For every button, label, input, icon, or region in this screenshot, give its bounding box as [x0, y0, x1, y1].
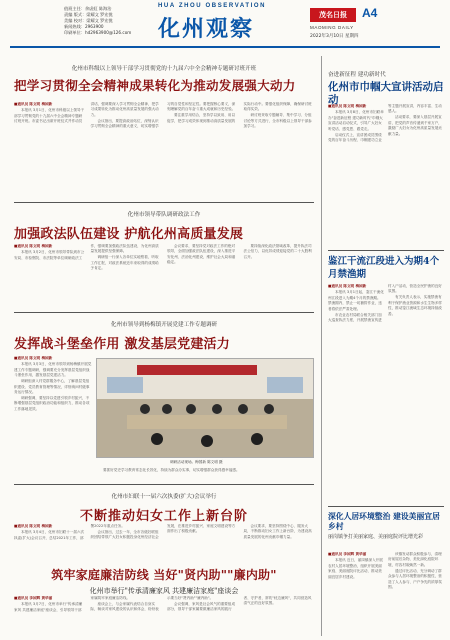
- masthead-rule: [10, 46, 440, 48]
- side-3-source: ■通讯员 李国辉 黄华丽: [328, 552, 367, 556]
- article-4-kicker: 化州市妇联十一届六次执委(扩大)会议举行: [111, 494, 217, 500]
- side-1-paragraph: 本报讯 3月8日，化州市妇联举办"奋进新征程 建功新时代"巾帼大宣讲活动启动仪式，引导广大妇女听党话、感党恩、跟党走。: [328, 110, 384, 131]
- article-2-body: [14, 244, 314, 298]
- side-2-paragraph: 本报讯 3月1日起，鉴江干流化州江段进入为期4个月的禁渔期。禁渔期内，禁止一切捕捞作业，违者将依法严肃处理。: [328, 290, 384, 311]
- side-1-headline-block: [328, 70, 444, 107]
- article-1-paragraph: 会议指出，要提高政治站位，深刻认识学习贯彻全会精神的重大意义，切实增强学习的自觉性和坚定性。要把握核心要义，深刻理解党的百年奋斗重大成就和历史经验。: [90, 102, 236, 129]
- article-5-headline-block: [14, 566, 314, 596]
- masthead: [0, 0, 450, 50]
- article-3-paragraph: 本报讯 3月3日，化州市领导到杨梅镇开展党建工作专题调研，强调要充分发挥基层党组织战斗堡垒作用，激发基层党建活力。: [14, 362, 92, 378]
- side-3-subhead: 丽岗镇争打美丽家庭、美丽庭院评比增光彩: [328, 534, 424, 540]
- article-1-paragraph: 本报讯 3月1日，化州市科级以上领导干部学习贯彻党的十九届六中全会精神专题研讨班开班。市委书记出席开班仪式并作动员讲话，强调要深入学习贯彻全会精神，把学习成果转化为推动化州高质量发展的强大动力。: [14, 102, 159, 124]
- article-2-paragraph: 要持续深化政法领域改革，提升执法司法公信力，以优异成绩迎接党的二十大胜利召开。: [243, 244, 312, 259]
- article-2-headline-block: [14, 210, 314, 242]
- side-2-paragraph: 有关负责人表示，实施禁渔有利于保护渔业资源和水生生物多样性，推动鉴江流域生态环境持续改善。: [388, 295, 442, 316]
- article-5-paragraph: 本报讯 3月7日，化州市举行"传承清廉家风 共建廉洁家庭"座谈会，引导领导干部家属筑牢家庭廉洁防线。: [14, 596, 131, 612]
- side-1-paragraph: 活动要求，要深入基层开展宣讲，把党的声音传递到千家万户，激励广大妇女为化州高质量发展贡献力量。: [388, 115, 442, 136]
- editor-credits: [64, 6, 131, 36]
- article-5-paragraph: 会议强调，家风是社会风气的重要组成部分，领导干部家属要做廉洁家风的践行者、守护者，常吹"枕边廉风"，共同营造风清气正的良好氛围。: [167, 596, 312, 612]
- divider: [14, 202, 314, 203]
- divider: [14, 484, 314, 485]
- side-1-source: ■通讯员 陈文明 梅国新: [328, 104, 367, 108]
- meeting-room-photo: [97, 359, 314, 458]
- article-3-body-left: [14, 356, 92, 476]
- side-1-paragraph: 启动仪式上，宣讲团成员围绕党的百年奋斗历程、巾帼建功立业等主题开展宣讲，内容丰富、生动感人。: [328, 104, 442, 142]
- article-2-kicker: 化州市领导带队调研政法工作: [127, 212, 201, 218]
- side-1-headline: 化州市巾帼大宣讲活动启动: [328, 81, 444, 106]
- article-1-paragraph: 研讨班采取专题辅导、集中学习、分组讨论等方式进行，全市科级以上领导干部参加学习。: [243, 113, 312, 129]
- article-3-headline-block: [14, 320, 314, 352]
- column-divider: [321, 56, 322, 636]
- side-3-body: [328, 552, 444, 636]
- divider: [14, 312, 314, 313]
- section-title: 化州观察: [158, 16, 255, 42]
- article-3-paragraph: 调研强调，要坚持以党建引领乡村振兴，不断增强基层党组织政治功能和组织力，推动各项工作落地见效。: [14, 395, 90, 411]
- article-3-headline: 发挥战斗堡垒作用 激发基层党建活力: [14, 337, 230, 352]
- english-section-title: HUA ZHOU OBSERVATION: [158, 3, 267, 9]
- article-4-paragraph: 会议要求，要坚持围绕中心、服务大局，不断推动妇女工作上新台阶，为建设高质量发展的化州贡献巾帼力量。: [243, 524, 312, 539]
- article-3-source: ■通讯员 陈文明 梅国新: [14, 356, 53, 360]
- article-2-paragraph: 本报讯 3月2日，化州市领导带队到市公安局、市检察院、市法院等单位调研政法工作，强调要加强政法队伍建设，为化州高质量发展提供坚强保障。: [14, 244, 159, 260]
- side-2-paragraph: 市农业农村局联合相关部门加大巡查执法力度，开展禁渔宣传进村入户活动，营造全民护渔的良好氛围。: [328, 284, 442, 322]
- article-1-kicker: 化州市科级以上领导干部学习贯彻党的十九届六中全会精神专题研讨班开班: [71, 66, 257, 72]
- article-3-kicker: 化州市领导到杨梅镇开展党建工作专题调研: [110, 322, 218, 328]
- article-5-headline: 筑牢家庭廉洁防线 当好"贤内助""廉内助": [51, 568, 277, 582]
- side-1-kicker: 奋进新征程 建功新时代: [328, 72, 386, 78]
- editor-line: 美编 校对：梁耀文 罗宏挑: [64, 18, 113, 23]
- article-2-source: ■通讯员 陈文明 梅国新: [14, 244, 53, 248]
- article-2-headline: 加强政法队伍建设 护航化州高质量发展: [14, 227, 244, 242]
- article-3-body-bottom: [96, 468, 314, 480]
- side-3-paragraph: 本报讯 近日，丽岗镇深入开展农村人居环境整治，组织开展美丽家庭、美丽庭院评比活动，推动美丽宜居乡村建设。: [328, 558, 383, 579]
- side-3-paragraph: 通过评比活动，充分调动了群众参与人居环境整治的积极性，营造了人人参与、户户争先的浓厚氛围。: [388, 568, 442, 589]
- article-2-paragraph: 会议要求，要坚持党对政法工作的绝对领导，全面加强政法队伍建设，深入推进平安化州、法治化州建设，维护社会大局和谐稳定。: [167, 244, 236, 265]
- side-1-body: [328, 104, 444, 244]
- side-3-paragraph: 该镇发动群众积极参与，清理房前屋后杂物，美化绿化庭院环境，村容村貌焕然一新。: [388, 552, 442, 567]
- newspaper-english-name: MAOMING DAILY: [310, 25, 354, 30]
- article-4-paragraph: 本报讯 3月4日，化州市妇联十一届六次执委(扩大)会议召开，总结2021年工作，部署2022年重点任务。: [14, 524, 125, 540]
- editor-line: 新闻热线：2963900: [64, 24, 104, 29]
- article-3-photo: [96, 358, 314, 458]
- side-3-headline: 深化人居环境整治 建设美丽宜居乡村: [328, 512, 440, 531]
- editor-line: 印刷单位：hd2963900@126.com: [64, 30, 132, 35]
- article-3-paragraph: 调研组深入村党群服务中心，了解基层党组织建设、党员教育管理等情况，详细询问村级事务运行情况。: [14, 379, 90, 394]
- side-2-source: ■通讯员 陈文明 梅国新: [328, 284, 367, 288]
- article-1-paragraph: 要注重学用结合，坚持学以致用、用以促学，把学习成效体现到推动高质量发展的实际行动中。要强化组织保障，确保研讨班取得实效。: [167, 102, 312, 123]
- article-3-photo-caption: 调研活动现场。梅国新 陈文明 摄: [170, 460, 223, 464]
- article-1-headline-block: [14, 64, 314, 94]
- article-4-paragraph: 会议指出，过去一年，全市各级妇联组织团结带领广大妇女积极投身化州经济社会发展，在推进乡村振兴、家庭文明建设等方面作出了积极贡献。: [90, 524, 236, 540]
- editor-line: 值班主任：余虐虹 陈海治: [64, 6, 112, 11]
- article-5-source: ■通讯员 李国辉 黄华丽: [14, 596, 53, 600]
- divider: [328, 506, 444, 507]
- article-5-paragraph: 座谈会上，与会家属代表结合自身实际，畅谈对家风建设的认识和体会，纷纷表示要当好"贤内助""廉内助"。: [90, 596, 214, 612]
- article-4-source: ■通讯员 陈文明 梅国新: [14, 524, 53, 528]
- article-4-headline-block: [14, 492, 314, 524]
- side-2-headline: 鉴江干流江段进入为期4个月禁渔期: [328, 256, 440, 280]
- article-1-body: [14, 102, 314, 198]
- issue-date: 2022年3月10日 星期四: [310, 34, 359, 39]
- article-1-source: ■通讯员 陈文明 梅国新: [14, 102, 53, 106]
- article-2-paragraph: 调研组一行深入各单位实地察看，听取工作汇报，对政法系统近年来取得的成绩给予肯定。: [90, 255, 159, 271]
- side-2-body: [328, 284, 444, 500]
- article-4-headline: 不断推动妇女工作上新台阶: [79, 509, 248, 524]
- article-1-headline: 把学习贯彻全会精神成果转化为推动发展强大动力: [14, 78, 296, 93]
- article-3-paragraph: 要抓好党史学习教育常态化长效化，持续为群众办实事，切实增强群众获得感幸福感。: [103, 468, 240, 472]
- page-number: A4: [362, 6, 378, 20]
- article-4-body: [14, 524, 314, 562]
- article-5-body: [14, 596, 314, 636]
- divider: [328, 250, 444, 251]
- editor-line: 责编 版式：梁耀文 罗宏挑: [64, 12, 113, 17]
- newspaper-logo: 茂名日报: [310, 8, 356, 22]
- article-5-subhead: 化州市举行"传承清廉家风 共建廉洁家庭"座谈会: [89, 587, 239, 595]
